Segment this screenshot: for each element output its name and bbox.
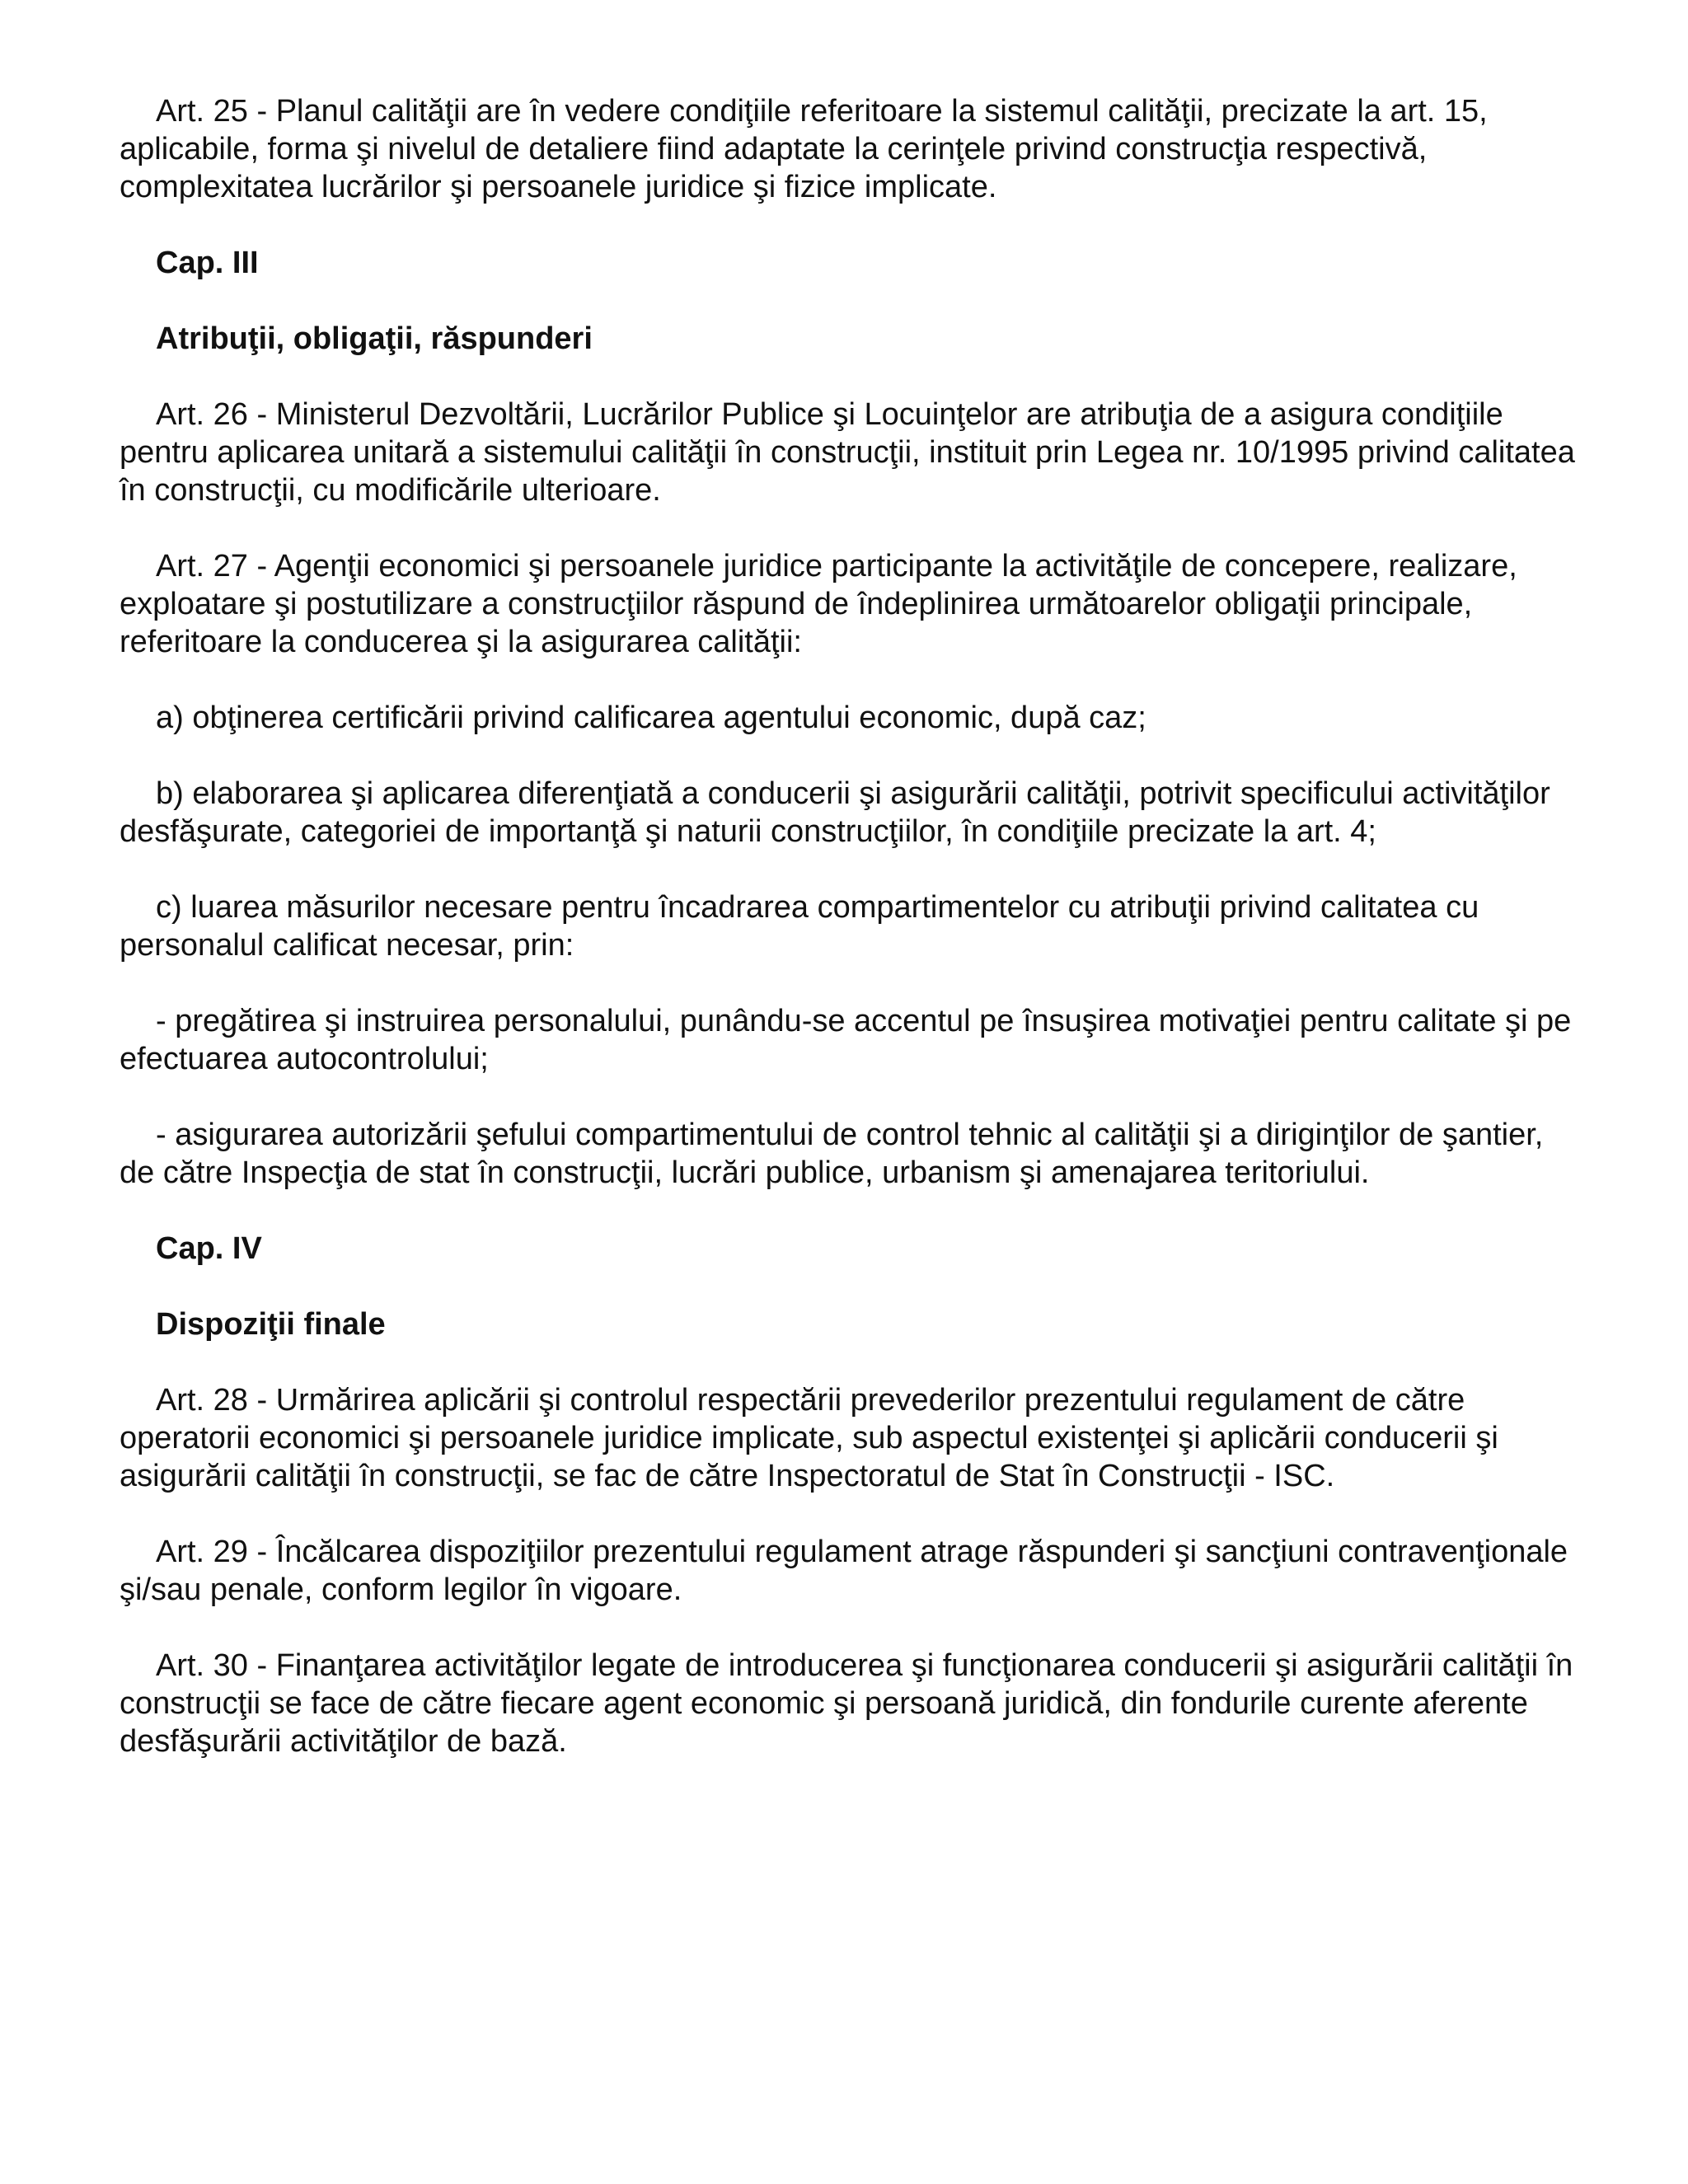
article-27-item-a: a) obţinerea certificării privind calificarea agentului economic, după caz;: [156, 701, 1146, 735]
document-page: [120, 92, 1578, 1798]
article-27-item-b: b) elaborarea şi aplicarea diferenţiată a conducerii şi asigurării calităţii, potrivit specificului activităţilor desfăşurate, categoriei de importanţă şi naturii construcţiilor, în condiţiile precizate la art. 4;: [120, 776, 1550, 849]
chapter-3-title: Atribuţii, obligaţii, răspunderi: [156, 321, 593, 356]
chapter-4-title: Dispoziţii finale: [156, 1307, 386, 1342]
article-26: Art. 26 - Ministerul Dezvoltării, Lucrărilor Publice şi Locuinţelor are atribuţia de a asigura condiţiile pentru aplicarea unitară a sistemului calităţii în construcţii, instituit prin Legea nr. 10/1995 privind calitatea în construcţii, cu modificările ulterioare.: [120, 397, 1575, 508]
chapter-4-number: Cap. IV: [156, 1231, 262, 1266]
article-27-item-c-bullet-2: - asigurarea autorizării şefului compartimentului de control tehnic al calităţii şi a diriginţilor de şantier, de către Inspecţia de stat în construcţii, lucrări publice, urbanism şi amenajarea teritoriului.: [120, 1118, 1544, 1190]
article-28: Art. 28 - Urmărirea aplicării şi controlul respectării prevederilor prezentului regulament de către operatorii economici şi persoanele juridice implicate, sub aspectul existenţei şi aplicării conducerii şi asigurării calităţii în construcţii, se fac de către Inspectoratul de Stat în Construcţii - ISC.: [120, 1383, 1498, 1493]
article-29: Art. 29 - Încălcarea dispoziţiilor prezentului regulament atrage răspunderi şi sancţiuni contravenţionale şi/sau penale, conform legilor în vigoare.: [120, 1535, 1568, 1607]
chapter-3-number: Cap. III: [156, 246, 259, 280]
article-25: Art. 25 - Planul calităţii are în vedere condiţiile referitoare la sistemul calităţii, precizate la art. 15, aplicabile, forma şi nivelul de detaliere fiind adaptate la cerinţele privind construcţia respectivă, complexitatea lucrărilor şi persoanele juridice şi fizice implicate.: [120, 94, 1488, 204]
article-27-item-c-bullet-1: - pregătirea şi instruirea personalului, punându-se accentul pe însuşirea motivaţiei pentru calitate şi pe efectuarea autocontrolului;: [120, 1004, 1572, 1076]
article-27-item-c: c) luarea măsurilor necesare pentru încadrarea compartimentelor cu atribuţii privind calitatea cu personalul calificat necesar, prin:: [120, 890, 1479, 963]
article-27: Art. 27 - Agenţii economici şi persoanele juridice participante la activităţile de concepere, realizare, exploatare şi postutilizare a construcţiilor răspund de îndeplinirea următoarelor obligaţii principale, referitoare la conducerea şi la asigurarea calităţii:: [120, 549, 1517, 659]
article-30: Art. 30 - Finanţarea activităţilor legate de introducerea şi funcţionarea conducerii şi asigurării calităţii în construcţii se face de către fiecare agent economic şi persoană juridică, din fondurile curente aferente desfăşurării activităţilor de bază.: [120, 1648, 1573, 1759]
